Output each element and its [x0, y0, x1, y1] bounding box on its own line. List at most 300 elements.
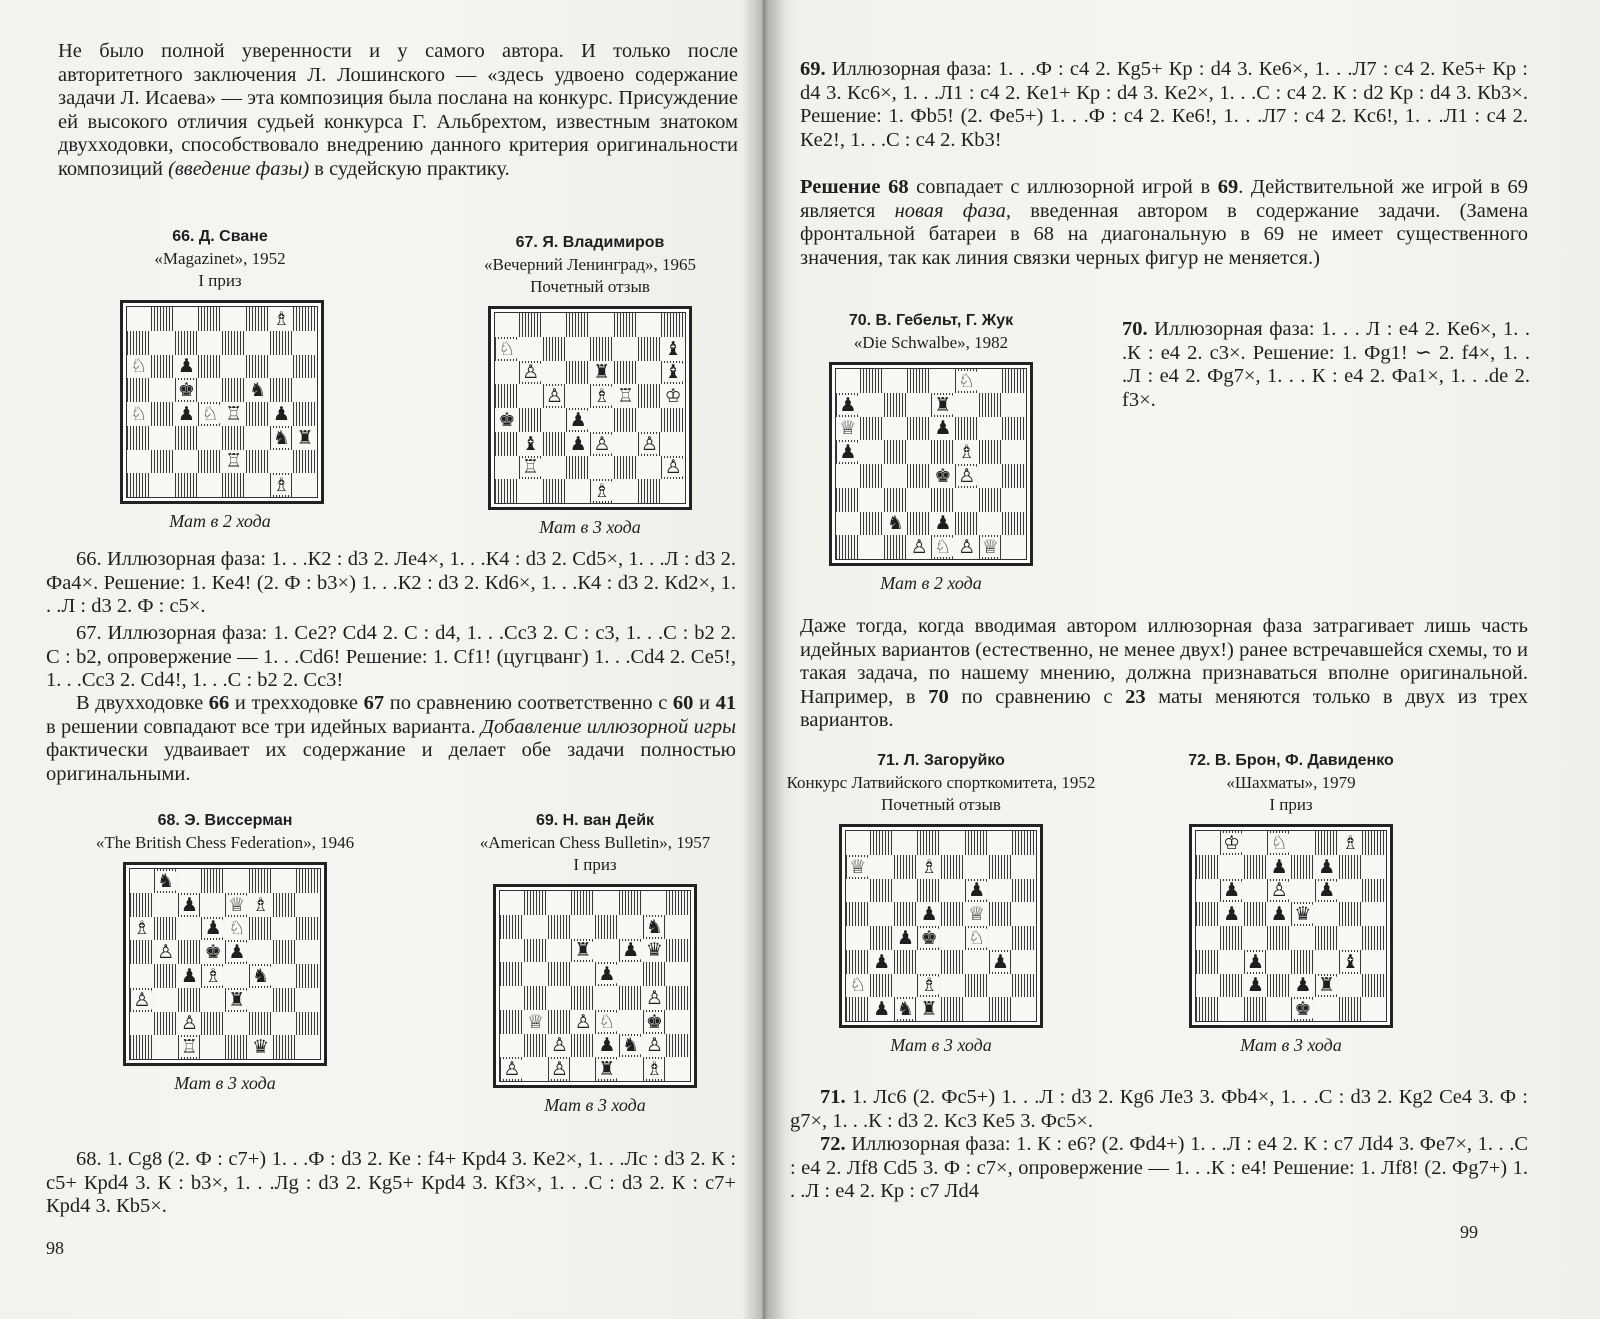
board-square — [643, 962, 667, 986]
board-square — [1220, 855, 1244, 879]
board-square — [1267, 997, 1291, 1021]
diagram-source: «Magazinet», 1952 — [154, 249, 286, 268]
board-square — [965, 950, 989, 974]
board-square — [846, 997, 870, 1021]
board-square — [614, 361, 638, 385]
white-queen-icon: ♕ — [228, 893, 246, 916]
white-bishop-icon: ♗ — [958, 441, 976, 464]
board-square — [989, 855, 1013, 879]
board-square — [931, 417, 955, 441]
board-square — [643, 939, 667, 963]
board-square — [1339, 974, 1363, 998]
board-square — [989, 902, 1013, 926]
board-square — [548, 1034, 572, 1058]
board-square — [548, 939, 572, 963]
board-square — [1002, 417, 1026, 441]
black-pawn-icon: ♟ — [622, 939, 640, 962]
board-square — [178, 893, 202, 917]
diagram-71 — [786, 750, 1096, 1056]
board-square — [860, 440, 884, 464]
board-square — [151, 450, 175, 474]
compare-italic: Добавление иллюзорной игры — [480, 715, 736, 738]
board-square — [225, 1012, 249, 1036]
board-square — [500, 939, 524, 963]
board-square — [246, 450, 270, 474]
board-square — [941, 831, 965, 855]
board-square — [1002, 393, 1026, 417]
board-square — [870, 997, 894, 1021]
black-pawn-icon: ♟ — [180, 893, 198, 916]
board-square — [178, 1012, 202, 1036]
board-square — [1291, 879, 1315, 903]
diagram-68 — [60, 810, 390, 1094]
board-square — [1196, 902, 1220, 926]
board-square — [643, 1010, 667, 1034]
board-square — [941, 902, 965, 926]
board-square — [1244, 950, 1268, 974]
board-square — [941, 879, 965, 903]
board-square — [500, 1034, 524, 1058]
diagram-title: 68. Э. Виссерман — [157, 812, 293, 829]
board-square — [666, 915, 690, 939]
board-square — [836, 393, 860, 417]
board-square — [270, 355, 294, 379]
black-pawn-icon: ♟ — [873, 998, 891, 1021]
board-square — [249, 893, 273, 917]
solution-66 — [46, 548, 736, 619]
board-square — [273, 869, 297, 893]
black-pawn-icon: ♟ — [1270, 855, 1288, 878]
black-knight-icon: ♞ — [272, 426, 290, 449]
even-num-2: 23 — [1125, 685, 1146, 708]
solution-67 — [46, 622, 736, 693]
board-square — [846, 926, 870, 950]
board-square — [894, 902, 918, 926]
board-square — [178, 964, 202, 988]
board-square — [643, 1034, 667, 1058]
board-square — [846, 831, 870, 855]
white-pawn-icon: ♙ — [1270, 879, 1288, 902]
solution-72-num: 72. — [820, 1133, 846, 1155]
black-queen-icon: ♛ — [1294, 903, 1312, 926]
solution-71-num: 71. — [820, 1086, 846, 1108]
sol-num-2: 69 — [1217, 176, 1239, 198]
board-square — [249, 988, 273, 1012]
board-square — [860, 393, 884, 417]
board-square — [661, 337, 685, 361]
board-square — [666, 1010, 690, 1034]
board-square — [870, 926, 894, 950]
board-square — [638, 408, 662, 432]
board-square — [548, 1010, 572, 1034]
board-square — [836, 488, 860, 512]
board-square — [524, 1057, 548, 1081]
board-square — [543, 408, 567, 432]
board-square — [249, 964, 273, 988]
board-square — [836, 512, 860, 536]
board-square — [178, 1035, 202, 1059]
compare-num-3: 60 — [672, 692, 694, 714]
black-rook-icon: ♜ — [598, 1058, 616, 1081]
diagram-66 — [120, 226, 320, 532]
board-square — [1196, 997, 1220, 1021]
board-square — [273, 988, 297, 1012]
even-num-1: 70 — [928, 685, 949, 708]
board-square — [955, 393, 979, 417]
board-square — [524, 1010, 548, 1034]
board-square — [619, 1010, 643, 1034]
board-square — [638, 313, 662, 337]
black-pawn-icon: ♟ — [598, 963, 616, 986]
board-square — [127, 402, 151, 426]
diagram-prize: Почетный отзыв — [881, 795, 1001, 814]
white-pawn-icon: ♙ — [157, 941, 175, 964]
board-square — [201, 893, 225, 917]
board-square — [246, 402, 270, 426]
board-square — [543, 384, 567, 408]
board-square — [917, 831, 941, 855]
board-square — [127, 473, 151, 497]
intro-paragraph — [58, 40, 738, 181]
white-pawn-icon: ♙ — [640, 432, 658, 455]
black-knight-icon: ♞ — [896, 998, 914, 1021]
solution-70 — [1122, 318, 1530, 412]
board-square — [500, 915, 524, 939]
board-square — [130, 988, 154, 1012]
board-square — [519, 337, 543, 361]
board-square — [989, 926, 1013, 950]
intro-text: Не было полной уверенности и у самого автора. И только после авторитетного заключения Л. Лошинского — «здесь удвоено содержание задачи Л. Исаева» — эта композиция была послана на конкурс. Присуждение ей высокого отличия судьей конкурса Г. Альбрехтом, известным знатоком двухходовки, способствовало внедрению данного критерия оригинальности композиций — [58, 40, 738, 180]
board-square — [955, 369, 979, 393]
page-number-right: 99 — [1460, 1222, 1478, 1242]
board-square — [1244, 879, 1268, 903]
black-king-icon: ♚ — [204, 941, 222, 964]
board-square — [931, 369, 955, 393]
board-square — [519, 456, 543, 480]
board-square — [1012, 902, 1036, 926]
white-knight-icon: ♘ — [849, 974, 867, 997]
board-square — [201, 917, 225, 941]
board-square — [273, 940, 297, 964]
solution-70-text: Иллюзорная фаза: 1. . . Л : e4 2. Кe6×, 1. . .К : e4 2. c3×. Решение: 1. Фg1! ∽ 2. f4×, 1. . .Л : e4 2. Фg7×, 1. . . К : e4 2. Фa1×, 1. . .de 2. f3×. — [1122, 318, 1530, 411]
board-square — [222, 450, 246, 474]
board-square — [1002, 440, 1026, 464]
black-pawn-icon: ♟ — [204, 917, 222, 940]
board-square — [1315, 855, 1339, 879]
board-square — [175, 307, 199, 331]
black-pawn-icon: ♟ — [598, 1034, 616, 1057]
board-square — [1291, 950, 1315, 974]
board-square — [519, 313, 543, 337]
board-square — [500, 986, 524, 1010]
diagram-title: 66. Д. Сване — [172, 228, 268, 245]
diagram-70 — [806, 310, 1056, 594]
board-square — [931, 488, 955, 512]
board-square — [1244, 902, 1268, 926]
board-square — [894, 974, 918, 998]
board-square — [638, 432, 662, 456]
board-square — [201, 940, 225, 964]
board-square — [222, 473, 246, 497]
black-pawn-icon: ♟ — [839, 393, 857, 416]
board-square — [495, 408, 519, 432]
white-pawn-icon: ♙ — [133, 988, 151, 1011]
black-pawn-icon: ♟ — [1223, 903, 1241, 926]
board-square — [638, 337, 662, 361]
board-square — [941, 926, 965, 950]
white-pawn-icon: ♙ — [910, 536, 928, 559]
board-square — [907, 440, 931, 464]
board-square — [1012, 997, 1036, 1021]
board-square — [175, 450, 199, 474]
board-square — [130, 893, 154, 917]
diagram-prize: I приз — [198, 271, 242, 290]
board-square — [614, 408, 638, 432]
black-pawn-icon: ♟ — [1246, 950, 1264, 973]
solution-67-text: Иллюзорная фаза: 1. Се2? Сd4 2. С : d4, 1. . .Сc3 2. С : c3, 1. . .С : b2 2. С : b2, опровержение — 1. . .Сd6! Решение: 1. Сf1! (цугцванг) 1. . .Сd4 2. Се5!, 1. . .Сc3 2. Сd4!, 1. . .С : b2 2. Сc3! — [46, 622, 736, 691]
board-square — [154, 988, 178, 1012]
white-pawn-icon: ♙ — [545, 385, 563, 408]
board-square — [884, 512, 908, 536]
board-square — [225, 964, 249, 988]
board-square — [917, 974, 941, 998]
board-square — [566, 432, 590, 456]
board-square — [566, 361, 590, 385]
white-pawn-icon: ♙ — [522, 361, 540, 384]
white-queen-icon: ♕ — [839, 417, 857, 440]
board-square — [1315, 997, 1339, 1021]
board-square — [931, 535, 955, 559]
board-square — [643, 915, 667, 939]
board-square — [989, 974, 1013, 998]
board-square — [917, 879, 941, 903]
board-square — [1196, 879, 1220, 903]
board-square — [955, 464, 979, 488]
board-square — [270, 378, 294, 402]
board-square — [296, 988, 320, 1012]
board-square — [595, 915, 619, 939]
board-square — [500, 891, 524, 915]
compare-num-2: 67 — [363, 692, 385, 714]
white-bishop-icon: ♗ — [272, 307, 290, 330]
board-square — [884, 417, 908, 441]
board-square — [614, 313, 638, 337]
board-square — [1362, 902, 1386, 926]
black-pawn-icon: ♟ — [1223, 879, 1241, 902]
board-square — [860, 488, 884, 512]
white-rook-icon: ♖ — [180, 1036, 198, 1059]
board-square — [524, 986, 548, 1010]
board-square — [543, 337, 567, 361]
diagram-69 — [440, 810, 750, 1116]
board-square — [979, 440, 1003, 464]
solution-72-text: Иллюзорная фаза: 1. К : e6? (2. Фd4+) 1. . .Л : e4 2. К : c7 Лd4 3. Фe7×, 1. . .С : e4 2. Лf8 Сd5 3. Ф : c7×, опровержение — 1. . .К : e4! Решение: 1. Лf8! (2. Фg7+) 1. . .Л : e4 2. Кp : c7 Лd4 — [790, 1133, 1529, 1202]
board-square — [941, 950, 965, 974]
board-square — [860, 535, 884, 559]
white-rook-icon: ♖ — [617, 385, 635, 408]
black-bishop-icon: ♝ — [1341, 950, 1359, 973]
board-square — [246, 331, 270, 355]
diagram-caption: Мат в 3 хода — [544, 1095, 646, 1115]
board-square — [619, 915, 643, 939]
board-square — [543, 361, 567, 385]
board-square — [1315, 831, 1339, 855]
board-square — [1267, 974, 1291, 998]
board-square — [1291, 997, 1315, 1021]
board-square — [571, 1057, 595, 1081]
board-square — [222, 378, 246, 402]
board-square — [907, 512, 931, 536]
board-square — [270, 473, 294, 497]
black-king-icon: ♚ — [645, 1010, 663, 1033]
solution-66-text: Иллюзорная фаза: 1. . .К2 : d3 2. Ле4×, 1. . .К4 : d3 2. Сd5×, 1. . .Л : d3 2. Фа4×. Решение: 1. Кe4! (2. Ф : b3×) 1. . .К2 : d3 2. Кd6×, 1. . .К4 : d3 2. Кd2×, 1. . .Л : d3 2. Ф : c5×. — [46, 548, 737, 617]
black-pawn-icon: ♟ — [896, 926, 914, 949]
board-square — [566, 313, 590, 337]
board-square — [495, 361, 519, 385]
board-square — [198, 355, 222, 379]
board-square — [130, 964, 154, 988]
diagram-72 — [1176, 750, 1406, 1056]
black-bishop-icon: ♝ — [522, 432, 540, 455]
board-square — [175, 331, 199, 355]
board-square — [495, 456, 519, 480]
board-square — [1244, 926, 1268, 950]
board-square — [154, 869, 178, 893]
solution-68-text: 1. Сg8 (2. Ф : c7+) 1. . .Ф : d3 2. Кe : f4+ Кpd4 3. Кe2×, 1. . .Лc : d3 2. К : c5+ Кpd4 3. К : b3×, 1. . .Лg : d3 2. Кg5+ Кpd4 3. Кf3×, 1. . .С : d3 2. К : c7+ Кpd4 3. Кb5×. — [46, 1148, 737, 1217]
board-square — [661, 384, 685, 408]
solution-67-num: 67. — [76, 622, 102, 644]
board-square — [989, 831, 1013, 855]
board-square — [178, 940, 202, 964]
white-pawn-icon: ♙ — [593, 432, 611, 455]
board-square — [1267, 950, 1291, 974]
board-square — [619, 1057, 643, 1081]
board-square — [638, 479, 662, 503]
board-square — [175, 426, 199, 450]
board-square — [1002, 464, 1026, 488]
diagram-title: 67. Я. Владимиров — [515, 234, 665, 251]
board-square — [571, 1034, 595, 1058]
white-pawn-icon: ♙ — [180, 1012, 198, 1035]
white-bishop-icon: ♗ — [593, 385, 611, 408]
board-square — [907, 417, 931, 441]
board-square — [860, 417, 884, 441]
board-square — [595, 962, 619, 986]
board-square — [917, 950, 941, 974]
board-square — [870, 974, 894, 998]
board-square — [273, 1012, 297, 1036]
board-square — [955, 535, 979, 559]
chess-board — [1189, 824, 1393, 1028]
white-king-icon: ♔ — [664, 385, 682, 408]
solution-71-text: 1. Лc6 (2. Фc5+) 1. . .Л : d3 2. Кg6 Лe3 3. Фb4×, 1. . .С : d3 2. Кg2 Сe4 3. Ф : g7×, 1. . .К : d3 2. Кc3 Кe5 3. Фc5×. — [790, 1086, 1529, 1132]
board-square — [614, 479, 638, 503]
board-square — [249, 940, 273, 964]
diagram-title: 70. В. Гебельт, Г. Жук — [848, 312, 1014, 329]
chess-board — [829, 362, 1033, 566]
board-square — [293, 426, 317, 450]
black-pawn-icon: ♟ — [569, 408, 587, 431]
board-square — [590, 456, 614, 480]
board-square — [590, 432, 614, 456]
solution-compare-paragraph — [800, 176, 1528, 270]
board-square — [1196, 831, 1220, 855]
black-pawn-icon: ♟ — [1318, 855, 1336, 878]
board-square — [595, 1034, 619, 1058]
even-text-3: маты меняются только в двух из трех вариантов. — [800, 685, 1529, 731]
black-pawn-icon: ♟ — [177, 402, 195, 425]
black-queen-icon: ♛ — [252, 1036, 270, 1059]
board-square — [249, 1035, 273, 1059]
board-square — [614, 384, 638, 408]
board-square — [175, 355, 199, 379]
board-square — [836, 417, 860, 441]
solution-71 — [790, 1086, 1528, 1133]
board-square — [595, 1057, 619, 1081]
board-square — [666, 939, 690, 963]
board-square — [500, 962, 524, 986]
board-square — [666, 986, 690, 1010]
board-square — [1315, 950, 1339, 974]
board-square — [1362, 855, 1386, 879]
black-king-icon: ♚ — [498, 408, 516, 431]
board-square — [127, 378, 151, 402]
board-square — [1196, 974, 1220, 998]
board-square — [590, 408, 614, 432]
white-knight-icon: ♘ — [958, 369, 976, 392]
page-number-left: 98 — [46, 1238, 64, 1258]
board-square — [666, 1034, 690, 1058]
board-square — [884, 535, 908, 559]
black-rook-icon: ♜ — [228, 988, 246, 1011]
board-square — [222, 402, 246, 426]
board-square — [293, 402, 317, 426]
board-square — [198, 307, 222, 331]
board-square — [154, 964, 178, 988]
board-square — [222, 307, 246, 331]
black-king-icon: ♚ — [1294, 998, 1312, 1021]
board-square — [127, 450, 151, 474]
board-square — [198, 331, 222, 355]
board-square — [524, 939, 548, 963]
black-pawn-icon: ♟ — [920, 903, 938, 926]
board-square — [1002, 369, 1026, 393]
board-square — [1012, 831, 1036, 855]
even-text-1: Даже тогда, когда вводимая автором иллюзорная фаза затрагивает лишь часть идейных вариантов (естественно, не менее двух!) ранее встречавшейся схемы, то и такая задача, по нашему мнению, должна признаваться вполне оригинальной. Например, в — [800, 615, 1528, 708]
board-square — [296, 1012, 320, 1036]
board-square — [884, 393, 908, 417]
white-queen-icon: ♕ — [849, 855, 867, 878]
board-square — [519, 361, 543, 385]
board-square — [894, 950, 918, 974]
diagram-prize: I приз — [573, 855, 617, 874]
white-queen-icon: ♕ — [527, 1010, 545, 1033]
board-square — [566, 384, 590, 408]
board-square — [965, 902, 989, 926]
black-pawn-icon: ♟ — [272, 402, 290, 425]
board-square — [198, 473, 222, 497]
board-square — [1315, 926, 1339, 950]
white-bishop-icon: ♗ — [593, 480, 611, 503]
board-square — [175, 402, 199, 426]
board-square — [178, 917, 202, 941]
diagram-source: «The British Chess Federation», 1946 — [95, 833, 355, 852]
board-square — [273, 1035, 297, 1059]
board-square — [548, 915, 572, 939]
white-knight-icon: ♘ — [1270, 831, 1288, 854]
board-square — [293, 355, 317, 379]
chess-board — [488, 306, 692, 510]
